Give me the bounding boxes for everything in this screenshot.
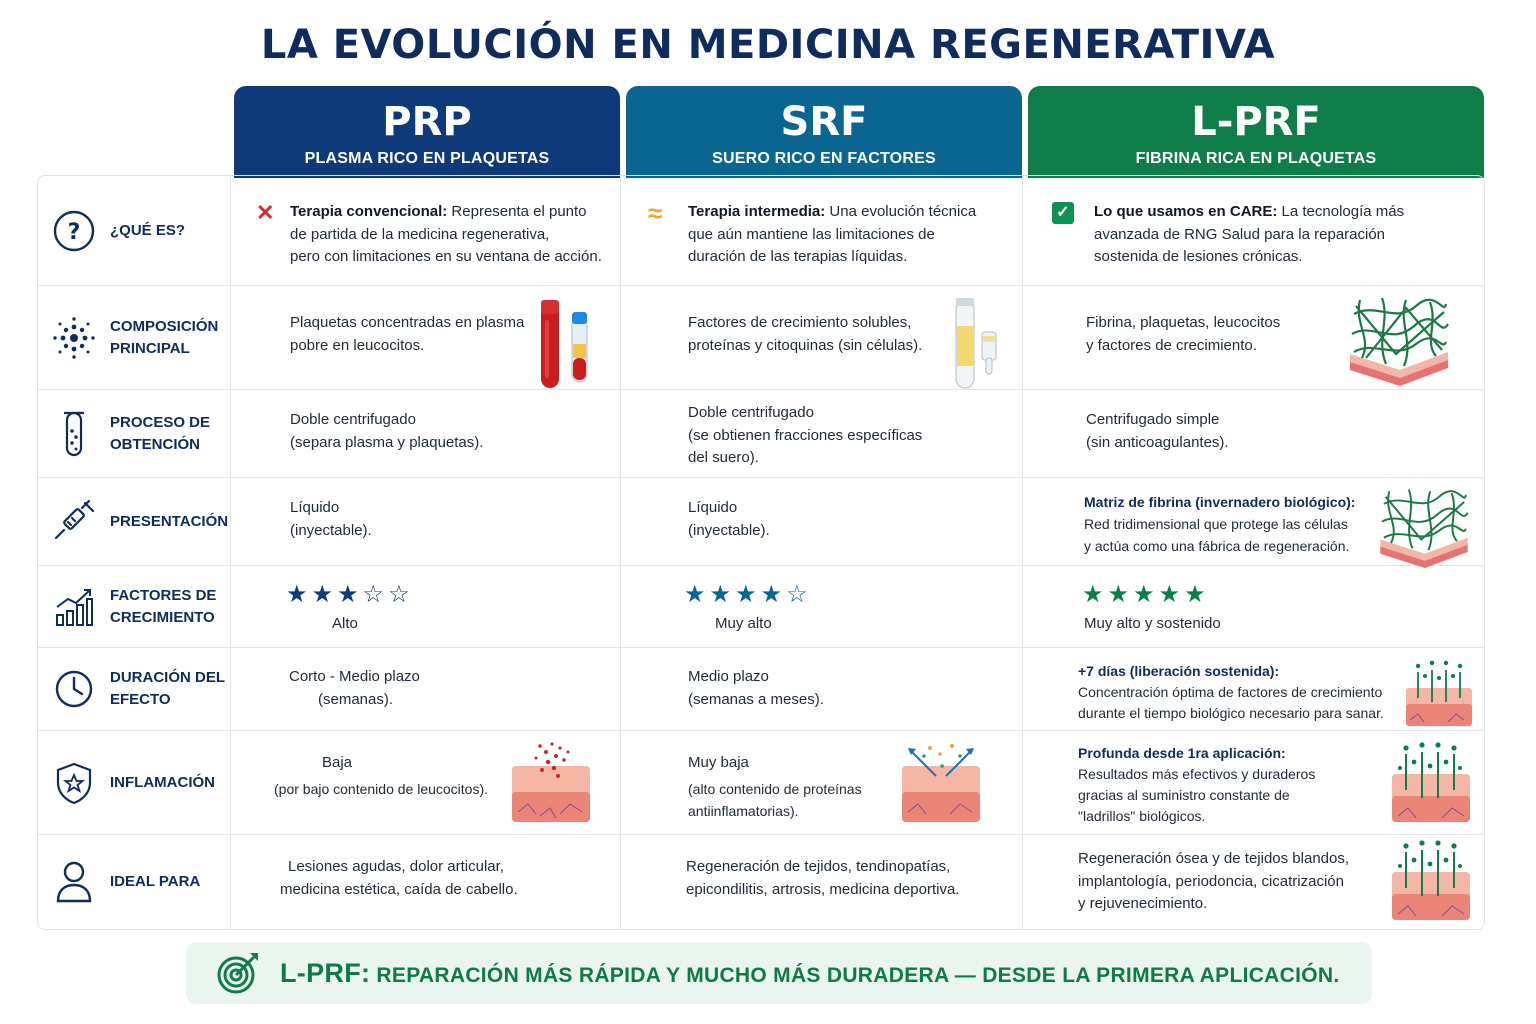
star-filled-icon: ★ bbox=[1082, 581, 1108, 608]
cross-icon: ✕ bbox=[256, 200, 275, 225]
cell-text: (por bajo contenido de leucocitos). bbox=[274, 780, 489, 797]
cell-text: (semanas a meses). bbox=[688, 690, 824, 708]
row-label-presentacion bbox=[38, 478, 230, 565]
row-label-text: ¿QUÉ ES? bbox=[110, 221, 186, 239]
cell-text: (inyectable). bbox=[290, 521, 372, 539]
cell-text: Regeneración de tejidos, tendinopatías, bbox=[686, 858, 951, 875]
cell-text: Muy baja bbox=[688, 754, 749, 771]
cell-srf-ideal bbox=[686, 856, 959, 901]
column-header-lprf bbox=[1028, 86, 1484, 178]
cell-srf-duracion bbox=[688, 666, 824, 711]
fibrin-mesh-image bbox=[1346, 294, 1452, 386]
cell-text: Una evolución técnica bbox=[825, 203, 977, 220]
cell-lprf-ideal bbox=[1078, 848, 1349, 916]
label-line: PRINCIPAL bbox=[110, 339, 190, 357]
star-filled-icon: ★ bbox=[684, 581, 710, 608]
cell-text: Corto - Medio plazo bbox=[289, 668, 420, 685]
cell-text: Líquido bbox=[290, 499, 340, 516]
check-mark: ✓ bbox=[1056, 204, 1070, 221]
footer-text bbox=[280, 958, 1339, 989]
row-label-composicion bbox=[38, 286, 230, 389]
star-empty-icon: ☆ bbox=[786, 581, 812, 608]
row-label-text bbox=[110, 316, 228, 360]
rating-stars-lprf bbox=[1082, 583, 1210, 607]
cell-prp-que-es bbox=[290, 201, 610, 269]
column-divider bbox=[1022, 175, 1023, 930]
growth-chart-icon bbox=[38, 587, 110, 627]
rating-stars-srf bbox=[684, 583, 812, 607]
footer-message: REPARACIÓN MÁS RÁPIDA Y MUCHO MÁS DURADERA — DESDE LA PRIMERA APLICACIÓN. bbox=[370, 963, 1340, 987]
fibrin-mesh-image bbox=[1376, 486, 1472, 568]
row-label-text: INFLAMACIÓN bbox=[110, 773, 215, 791]
cell-bold: Matriz de fibrina (invernadero biológico): bbox=[1084, 494, 1356, 510]
cell-prp-proceso bbox=[290, 409, 483, 454]
row-label-que-es bbox=[38, 176, 230, 285]
row-label-text bbox=[110, 667, 228, 711]
cell-text: duración de las terapias líquidas. bbox=[688, 248, 908, 265]
cell-lprf-inflamacion bbox=[1078, 743, 1315, 827]
star-filled-icon: ★ bbox=[337, 581, 363, 608]
cell-text: Plaquetas concentradas en plasma bbox=[290, 314, 525, 331]
cell-text: y rejuvenecimiento. bbox=[1078, 895, 1208, 912]
cell-text: (semanas). bbox=[318, 690, 394, 708]
footer-banner bbox=[186, 942, 1372, 1004]
cell-text: Doble centrifugado bbox=[290, 411, 416, 428]
cell-bold: Lo que usamos en CARE: bbox=[1094, 203, 1278, 220]
cell-text: gracias al suministro constante de bbox=[1078, 787, 1290, 803]
row-label-ideal bbox=[38, 835, 230, 929]
cell-srf-presentacion bbox=[688, 497, 770, 542]
footer-lead: L-PRF: bbox=[280, 957, 371, 988]
page-title: LA EVOLUCIÓN EN MEDICINA REGENERATIVA bbox=[260, 22, 1276, 68]
column-abbr: SRF bbox=[780, 99, 868, 145]
row-label-text bbox=[110, 585, 228, 629]
cell-dots-icon bbox=[38, 316, 110, 360]
cell-text: Representa el punto bbox=[447, 203, 587, 220]
cell-lprf-presentacion bbox=[1084, 491, 1355, 557]
tissue-inflammation-image bbox=[510, 740, 592, 824]
cell-prp-inflamacion bbox=[274, 752, 488, 800]
star-filled-icon: ★ bbox=[735, 581, 761, 608]
question-circle-icon bbox=[38, 209, 110, 253]
test-tube-icon bbox=[38, 409, 110, 459]
blood-tubes-image bbox=[536, 298, 596, 390]
star-filled-icon: ★ bbox=[760, 581, 787, 608]
column-abbr: L-PRF bbox=[1191, 99, 1321, 145]
cell-prp-factores: Alto bbox=[332, 615, 358, 632]
row-divider bbox=[38, 647, 1484, 648]
cell-text: de partida de la medicina regenerativa, bbox=[290, 225, 550, 243]
cell-prp-presentacion bbox=[290, 497, 372, 542]
cell-text: Factores de crecimiento solubles, bbox=[688, 314, 912, 331]
cell-bold: Terapia convencional: bbox=[290, 203, 448, 220]
star-filled-icon: ★ bbox=[1184, 581, 1210, 608]
row-label-factores bbox=[38, 566, 230, 647]
row-divider bbox=[38, 730, 1484, 731]
cell-text: Baja bbox=[322, 754, 353, 771]
cell-srf-factores: Muy alto bbox=[715, 615, 772, 632]
cell-text: y factores de crecimiento. bbox=[1086, 336, 1257, 354]
row-label-text bbox=[110, 412, 228, 456]
label-line: FACTORES DE bbox=[110, 586, 217, 604]
syringe-icon bbox=[38, 500, 110, 544]
row-label-proceso bbox=[38, 390, 230, 477]
star-filled-icon: ★ bbox=[709, 581, 736, 608]
serum-tube-image bbox=[950, 296, 1004, 392]
cell-text: Resultados más efectivos y duraderos bbox=[1078, 766, 1316, 782]
column-full-name: SUERO RICO EN FACTORES bbox=[712, 150, 936, 167]
rating-stars-prp bbox=[286, 583, 414, 607]
cell-text: pero con limitaciones en su ventana de acción. bbox=[290, 248, 602, 265]
person-icon bbox=[38, 860, 110, 904]
star-empty-icon: ☆ bbox=[362, 581, 389, 608]
column-full-name: FIBRINA RICA EN PLAQUETAS bbox=[1135, 150, 1377, 167]
cell-text: Red tridimensional que protege las células bbox=[1084, 516, 1348, 532]
column-divider bbox=[230, 175, 231, 930]
cell-text: Líquido bbox=[688, 499, 738, 516]
cell-text: "ladrillos" biológicos. bbox=[1078, 808, 1206, 824]
cell-text: Centrifugado simple bbox=[1086, 411, 1220, 428]
cell-text: (se obtienen fracciones específicas bbox=[688, 426, 923, 444]
cell-lprf-factores: Muy alto y sostenido bbox=[1084, 615, 1221, 632]
cell-text: (inyectable). bbox=[688, 521, 770, 539]
target-icon bbox=[216, 951, 260, 995]
column-abbr: PRP bbox=[382, 99, 472, 145]
tissue-release-image bbox=[1390, 740, 1472, 824]
cell-srf-que-es bbox=[688, 201, 1013, 269]
star-filled-icon: ★ bbox=[1133, 581, 1159, 608]
cell-text: Medio plazo bbox=[688, 668, 769, 685]
cell-text: implantología, periodoncia, cicatrización bbox=[1078, 872, 1344, 890]
label-line: COMPOSICIÓN bbox=[110, 317, 219, 335]
label-line: OBTENCIÓN bbox=[110, 435, 200, 453]
cell-text: epicondilitis, artrosis, medicina deportiva. bbox=[686, 880, 960, 898]
label-line: CRECIMIENTO bbox=[110, 608, 215, 626]
row-divider bbox=[38, 565, 1484, 566]
cell-text: Regeneración ósea y de tejidos blandos, bbox=[1078, 850, 1350, 867]
row-divider bbox=[38, 834, 1484, 835]
label-line: DURACIÓN DEL bbox=[110, 669, 225, 686]
cell-text: que aún mantiene las limitaciones de bbox=[688, 225, 935, 243]
cell-prp-composicion bbox=[290, 312, 524, 357]
cell-prp-duracion bbox=[289, 666, 420, 711]
cell-lprf-que-es bbox=[1094, 201, 1474, 269]
row-divider bbox=[38, 285, 1484, 286]
cell-bold: Terapia intermedia: bbox=[688, 203, 826, 220]
cell-lprf-duracion bbox=[1078, 661, 1384, 724]
cell-text: (alto contenido de proteínas bbox=[688, 780, 862, 797]
cell-text: antiinflamatorias). bbox=[688, 802, 799, 819]
cell-text: Doble centrifugado bbox=[688, 404, 814, 421]
tissue-release-image bbox=[1390, 838, 1472, 922]
row-divider bbox=[38, 477, 1484, 478]
cell-text: medicina estética, caída de cabello. bbox=[280, 880, 518, 898]
star-filled-icon: ★ bbox=[286, 581, 312, 608]
cell-text: pobre en leucocitos. bbox=[290, 336, 425, 354]
row-label-inflamacion bbox=[38, 731, 230, 834]
column-header-prp bbox=[234, 86, 620, 178]
column-header-srf bbox=[626, 86, 1022, 178]
cell-prp-ideal bbox=[280, 856, 518, 901]
cell-srf-proceso bbox=[688, 402, 922, 470]
svg-text:?: ? bbox=[67, 219, 81, 245]
cell-text: (sin anticoagulantes). bbox=[1086, 433, 1229, 451]
label-line: EFECTO bbox=[110, 691, 171, 708]
star-filled-icon: ★ bbox=[1158, 581, 1185, 608]
tissue-release-image bbox=[1404, 658, 1474, 728]
star-filled-icon: ★ bbox=[1107, 581, 1134, 608]
row-label-text: PRESENTACIÓN bbox=[110, 512, 229, 530]
cell-lprf-composicion bbox=[1086, 312, 1280, 357]
star-empty-icon: ☆ bbox=[388, 581, 414, 608]
clock-icon bbox=[38, 669, 110, 709]
cell-text: Concentración óptima de factores de crecimiento bbox=[1078, 684, 1383, 700]
cell-text: (separa plasma y plaquetas). bbox=[290, 433, 484, 451]
cell-text: proteínas y citoquinas (sin células). bbox=[688, 336, 923, 354]
approx-icon: ≈ bbox=[648, 198, 663, 228]
cell-text: del suero). bbox=[688, 449, 759, 466]
check-icon bbox=[1052, 202, 1074, 224]
shield-star-icon bbox=[38, 761, 110, 805]
cell-text: Fibrina, plaquetas, leucocitos bbox=[1086, 314, 1281, 331]
row-label-duracion bbox=[38, 648, 230, 730]
cell-srf-composicion bbox=[688, 312, 922, 357]
label-line: PROCESO DE bbox=[110, 413, 211, 431]
row-divider bbox=[38, 389, 1484, 390]
cell-bold: +7 días (liberación sostenida): bbox=[1078, 663, 1280, 679]
column-divider bbox=[620, 175, 621, 930]
cell-text: Lesiones agudas, dolor articular, bbox=[288, 858, 504, 875]
cell-text: La tecnología más bbox=[1277, 203, 1405, 220]
cell-text: y actúa como una fábrica de regeneración. bbox=[1084, 538, 1350, 554]
cell-text: avanzada de RNG Salud para la reparación bbox=[1094, 225, 1386, 243]
tissue-antiinflammatory-image bbox=[900, 740, 982, 824]
cell-text: sostenida de lesiones crónicas. bbox=[1094, 248, 1303, 265]
column-full-name: PLASMA RICO EN PLAQUETAS bbox=[304, 150, 550, 167]
row-label-text: IDEAL PARA bbox=[110, 873, 201, 890]
cell-bold: Profunda desde 1ra aplicación: bbox=[1078, 745, 1286, 761]
cell-srf-inflamacion bbox=[688, 752, 862, 822]
star-filled-icon: ★ bbox=[311, 581, 338, 608]
cell-lprf-proceso bbox=[1086, 409, 1229, 454]
cell-text: durante el tiempo biológico necesario para sanar. bbox=[1078, 705, 1384, 721]
